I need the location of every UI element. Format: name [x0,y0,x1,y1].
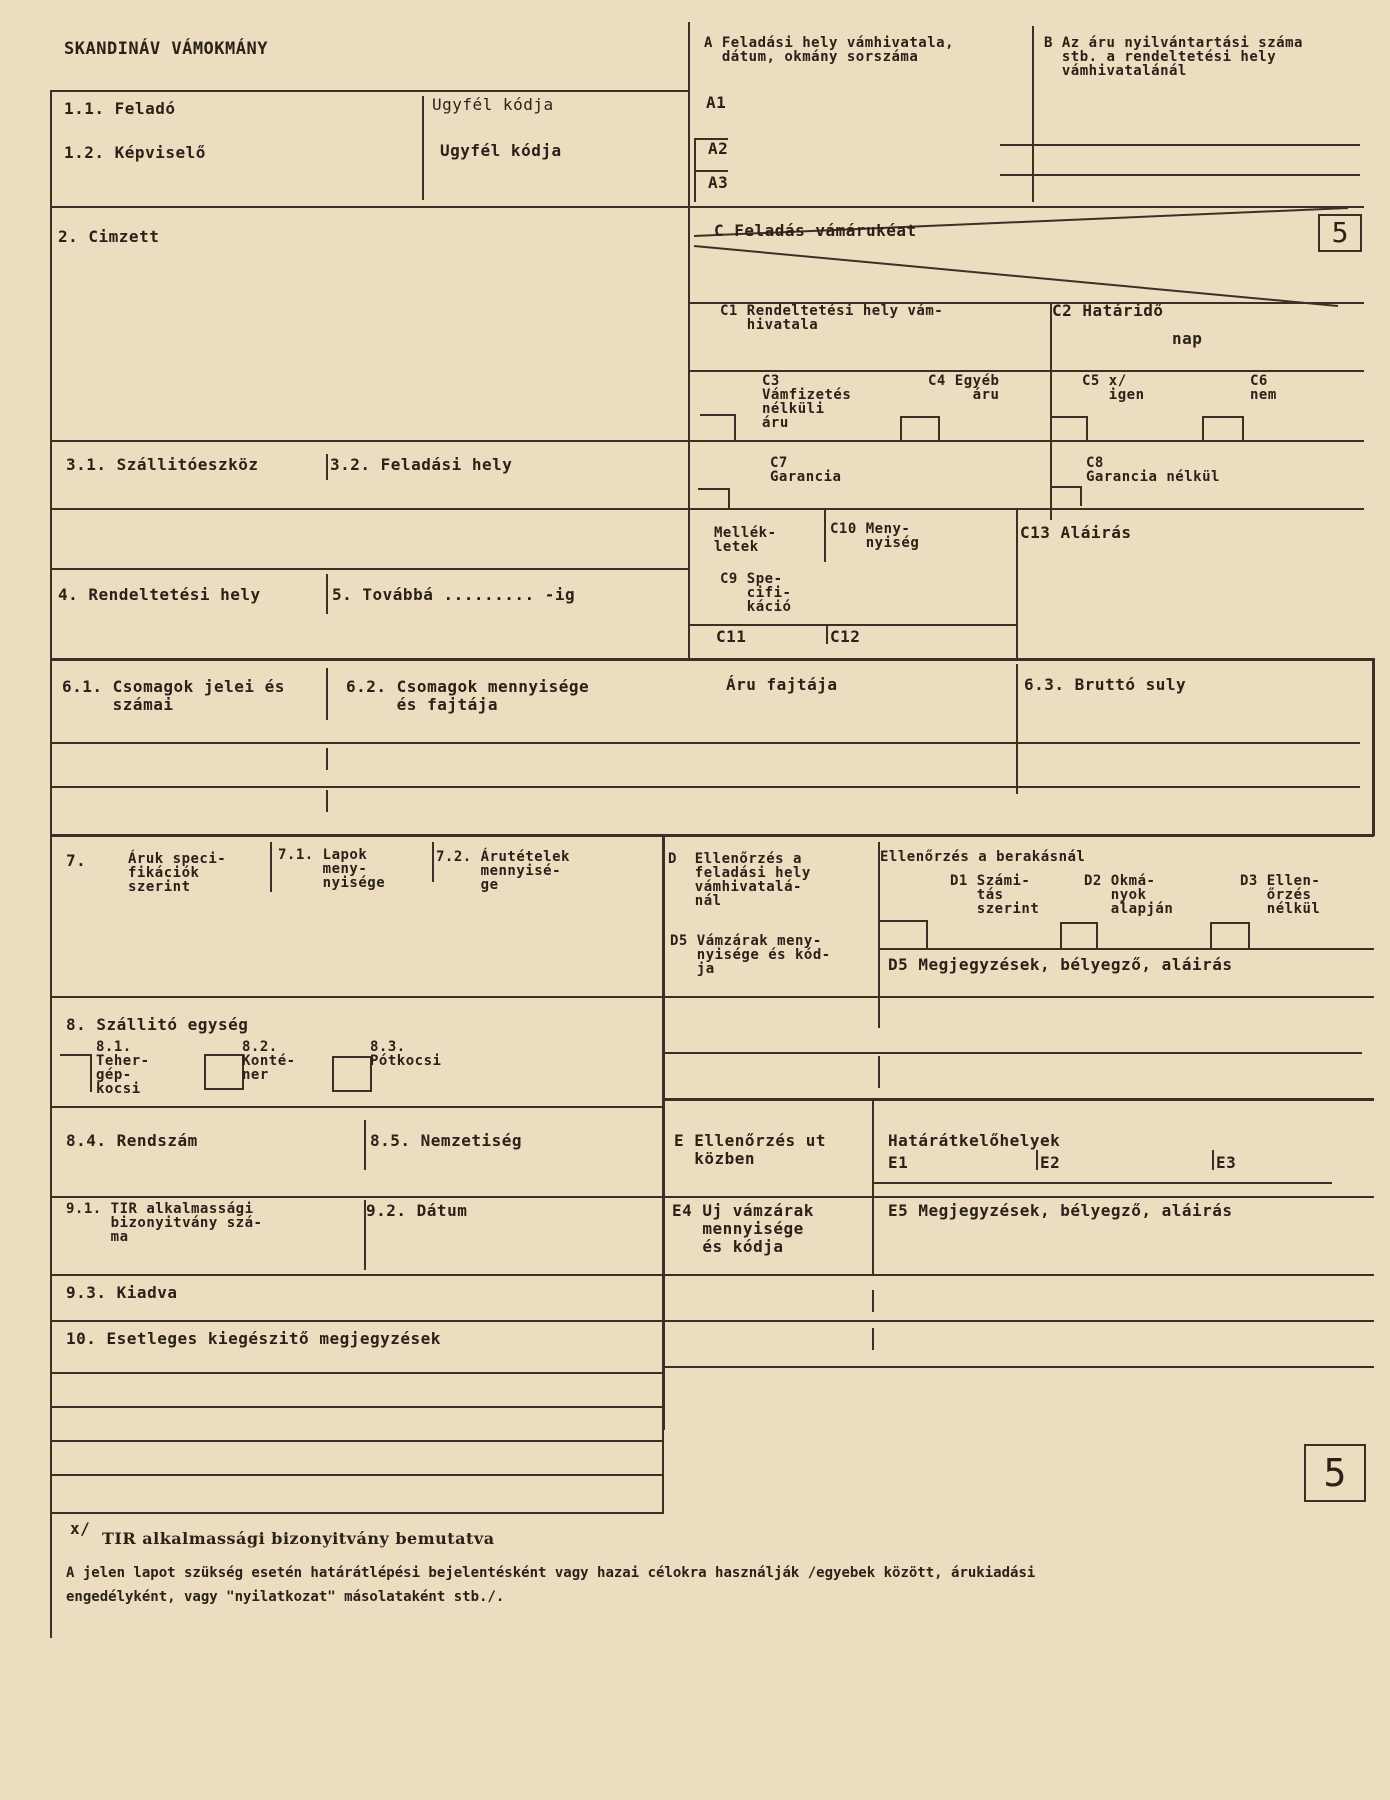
field-3-2: 3.2. Feladási hely [330,455,513,474]
rule-10c [50,1440,664,1442]
field-9-1: 9.1. TIR alkalmassági bizonyitvány szá- ma [66,1201,263,1245]
field-1-2-code: Ugyfél kódja [440,141,562,160]
box-c3: C3 Vámfizetés nélküli áru [762,373,852,431]
rule-c3 [688,370,1364,372]
box-c10: C10 Meny- nyiség [830,521,920,551]
field-5: 5. Továbbá ......... -ig [332,585,576,604]
field-8-4: 8.4. Rendszám [66,1131,198,1150]
box-b: B Az áru nyilvántartási száma stb. a rendeltetési hely vámhivatalánál [1044,35,1303,79]
rule-9-3 [50,1274,1374,1276]
field-2: 2. Cimzett [58,227,160,246]
rule-d-load [878,948,1374,950]
divider-8-5 [364,1120,366,1170]
c5-checkbox[interactable] [1050,416,1088,440]
divider-6-1 [326,668,328,720]
field-8: 8. Szállitó egység [66,1015,249,1034]
box-c8: C8 Garancia nélkül [1086,455,1220,485]
divider-5 [326,574,328,614]
field-8-5: 8.5. Nemzetiség [370,1131,522,1150]
box-c7: C7 Garancia [770,455,842,485]
d1-checkbox[interactable] [880,920,928,948]
rule-a3 [694,170,728,172]
rule-10a [50,1372,664,1374]
footer-text-line2: engedélyként, vagy "nyilatkozat" másolataként stb./. [66,1589,505,1605]
divider-10 [872,1328,874,1350]
footnote-text: TIR alkalmassági bizonyitvány bemutatva [102,1529,495,1548]
divider-10-box [662,1372,664,1514]
field-6-1: 6.1. Csomagok jelei és számai [62,677,285,714]
page-number-box-bottom [1304,1444,1366,1502]
rule-d-b [662,1098,1374,1101]
divider-customer-code [422,96,424,200]
field-7-text: Áruk speci- fikációk szerint [128,851,227,895]
rule-8-4 [50,1106,664,1108]
divider-7-1 [270,842,272,892]
box-c6: C6 nem [1250,373,1277,403]
container-checkbox[interactable] [204,1054,244,1090]
rule-b-1 [1000,144,1360,146]
box-c9: C9 Spe- cifi- káció [720,571,792,615]
divider-e [872,1100,874,1276]
field-8-3: 8.3. Pótkocsi [370,1039,442,1069]
field-9-2: 9.2. Dátum [366,1201,468,1220]
rule-c11 [688,624,1016,626]
box-d3: D3 Ellen- őrzés nélkül [1240,873,1321,917]
rule-7 [50,834,1374,837]
box-c4: C4 Egyéb áru [928,373,1000,403]
rule-6b [50,786,1360,788]
box-d5-remarks: D5 Megjegyzések, bélyegző, aláirás [888,955,1233,974]
c3-checkbox[interactable] [700,414,736,440]
box-e1: E1 [888,1153,909,1172]
box-a1: A1 [706,93,727,112]
rule-d-a [662,1052,1362,1054]
box-c2: C2 Határidő [1052,301,1164,320]
divider-d-a [878,1056,880,1088]
box-c12: C12 [830,627,861,646]
field-1-1: 1.1. Feladó [64,99,176,118]
c4-checkbox[interactable] [900,416,940,440]
field-10: 10. Esetleges kiegészitő megjegyzések [66,1329,441,1348]
d3-checkbox[interactable] [1210,922,1250,948]
box-d-loading: Ellenőrzés a berakásnál [880,849,1086,865]
box-d1: D1 Számi- tás szerint [950,873,1040,917]
divider-6-3 [1016,664,1018,794]
divider-c13 [1016,508,1018,658]
footnote-mark: x/ [70,1519,91,1538]
c6-checkbox[interactable] [1202,416,1244,440]
field-1-2: 1.2. Képviselő [64,143,206,162]
footer-text-line1: A jelen lapot szükség esetén határátlépési bejelentésként vagy hazai célokra használják /egyebek között, árukiadási [66,1565,1036,1581]
rule-6a [50,742,1360,744]
field-3-1: 3.1. Szállitóeszköz [66,455,259,474]
field-7-2: 7.2. Árutételek mennyisé- ge [436,849,570,893]
field-7: 7. [66,851,87,870]
a-bracket [694,138,696,202]
divider-6b [326,790,328,812]
box-a3: A3 [708,173,729,192]
rule-3 [50,440,1364,442]
box-c11: C11 [716,627,747,646]
field-8-2: 8.2. Konté- ner [242,1039,296,1083]
box-c5: C5 x/ igen [1082,373,1145,403]
box-border-crossings: Határátkelőhelyek [888,1131,1061,1150]
divider-c11-c12 [826,626,828,644]
field-8-1: 8.1. Teher- gép- kocsi [96,1039,150,1097]
box-e2: E2 [1040,1153,1061,1172]
box-c2-nap: nap [1172,329,1203,348]
center-divider-top [688,22,690,658]
rule-5 [50,568,690,570]
truck-checkbox[interactable] [60,1054,92,1092]
rule-10d [50,1474,664,1476]
rule-9 [50,1196,1374,1198]
rule-b-2 [1000,174,1360,176]
divider-e2-e3 [1212,1150,1214,1170]
trailer-checkbox[interactable] [332,1056,372,1092]
c7-checkbox[interactable] [698,488,730,508]
field-aru: Áru fajtája [726,675,838,694]
box-a2: A2 [708,139,729,158]
c8-checkbox[interactable] [1052,486,1082,506]
box-e3: E3 [1216,1153,1237,1172]
rule-10-right [662,1366,1374,1368]
field-9-3: 9.3. Kiadva [66,1283,178,1302]
divider-e1-e2 [1036,1150,1038,1170]
page-number-bottom: 5 [1323,1451,1347,1495]
box-mellekletek: Mellék- letek [714,525,777,555]
d2-checkbox[interactable] [1060,922,1098,948]
center-divider-d [662,836,665,996]
box-d5-seals: D5 Vámzárak meny- nyisége és kód- ja [670,933,831,977]
box-c13: C13 Aláirás [1020,523,1132,542]
right-border-6 [1372,658,1375,836]
rule-6 [50,658,1374,661]
box-e4: E4 Uj vámzárak mennyisége és kódja [672,1201,814,1256]
page-number-top: 5 [1331,216,1349,249]
divider-7-2 [432,842,434,882]
center-divider-lower [662,996,665,1430]
field-6-3: 6.3. Bruttó suly [1024,675,1187,694]
divider-6a [326,748,328,770]
field-6-2: 6.2. Csomagok mennyisége és fajtája [346,677,590,714]
rule-e [872,1182,1332,1184]
rule-8 [50,996,1374,998]
field-1-1-code: Ugyfél kódja [432,95,554,114]
divider-3 [326,454,328,480]
field-7-1: 7.1. Lapok meny- nyisége [278,847,386,891]
divider-c10 [824,508,826,562]
rule-10e [50,1512,664,1514]
rule [50,90,690,92]
box-e: E Ellenőrzés ut közben [674,1131,826,1168]
box-e5: E5 Megjegyzések, bélyegző, aláirás [888,1201,1233,1220]
box-d: D Ellenőrzés a feladási hely vámhivatalá- nál [668,851,811,909]
box-c: C Feladás vámárukéat [714,221,917,240]
divider-9-3 [872,1290,874,1312]
rule-10 [50,1320,1374,1322]
field-4: 4. Rendeltetési hely [58,585,261,604]
box-a: A Feladási hely vámhivatala, dátum, okmány sorszáma [704,35,955,65]
rule-10b [50,1406,664,1408]
rule-4 [50,508,1364,510]
box-c1: C1 Rendeltetési hely vám- hivatala [720,303,944,333]
form-title: SKANDINÁV VÁMOKMÁNY [64,39,268,59]
box-d2: D2 Okmá- nyok alapján [1084,873,1174,917]
